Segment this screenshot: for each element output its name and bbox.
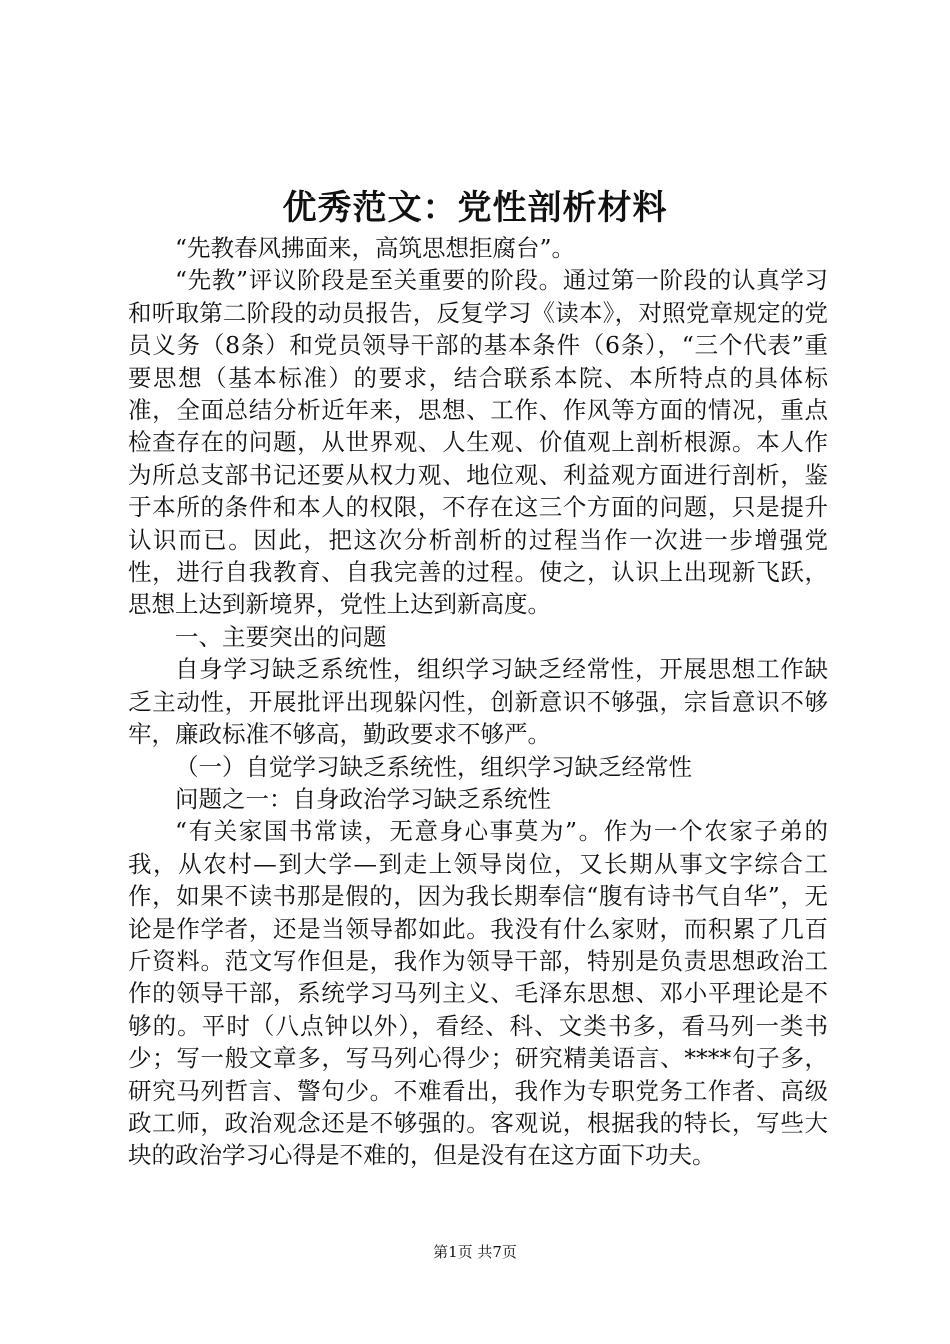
paragraph-opening-quote: “先教春风拂面来，高筑思想拒腐台”。 (175, 234, 576, 262)
subsection-heading-study: （一）自觉学习缺乏系统性，组织学习缺乏经常性 (175, 752, 692, 781)
document-body (128, 232, 828, 1172)
paragraph-problem-summary: 自身学习缺乏系统性，组织学习缺乏经常性，开展思想工作缺乏主动性，开展批评出现躲闪性，创新意识不够强，宗旨意识不够牢，廉政标准不够高，勤政要求不够严。 (128, 655, 828, 749)
paragraph-introduction: “先教”评议阶段是至关重要的阶段。通过第一阶段的认真学习和听取第二阶段的动员报告，反复学习《读本》，对照党章规定的党员义务（8条）和党员领导干部的基本条件（6条），“三个代表”重要思想（基本标准）的要求，结合联系本院、本所特点的具体标准，全面总结分析近年来，思想、工作、作风等方面的情况，重点检查存在的问题，从世界观、人生观、价值观上剖析根源。本人作为所总支部书记还要从权力观、地位观、利益观方面进行剖析，鉴于本所的条件和本人的权限，不存在这三个方面的问题，只是提升认识而已。因此，把这次分析剖析的过程当作一次进一步增强党性，进行自我教育、自我完善的过程。使之，认识上出现新飞跃，思想上达到新境界，党性上达到新高度。 (128, 266, 828, 619)
problem-heading-one: 问题之一：自身政治学习缺乏系统性 (175, 784, 551, 813)
paragraph-problem-one-detail: “有关家国书常读，无意身心事莫为”。作为一个农家子弟的我，从农村—到大学—到走上领导岗位，又长期从事文字综合工作，如果不读书那是假的，因为我长期奉信“腹有诗书气自华”，无论是作学者，还是当领导都如此。我没有什么家财，而积累了几百斤资料。范文写作但是，我作为领导干部，特别是负责思想政治工作的领导干部，系统学习马列主义、毛泽东思想、邓小平理论是不够的。平时（八点钟以外），看经、科、文类书多，看马列一类书少；写一般文章多，写马列心得少；研究精美语言、****句子多，研究马列哲言、警句少。不难看出，我作为专职党务工作者、高级政工师，政治观念还是不够强的。客观说，根据我的特长，写些大块的政治学习心得是不难的，但是没有在这方面下功夫。 (128, 817, 828, 1170)
document-title: 优秀范文：党性剖析材料 (282, 188, 668, 228)
section-heading-main-problems: 一、主要突出的问题 (175, 622, 387, 651)
page-number-footer: 第1页 共7页 (433, 1243, 517, 1261)
